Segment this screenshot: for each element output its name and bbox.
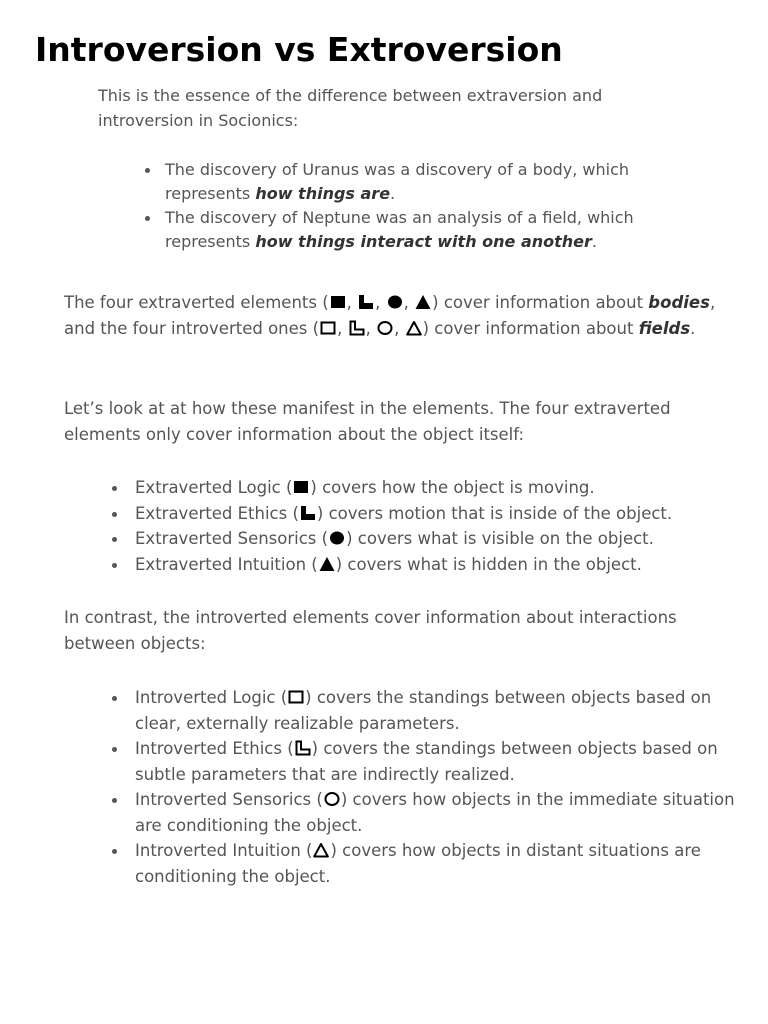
item-description: ) covers how the object is moving.	[310, 478, 595, 497]
page-title: Introversion vs Extroversion	[35, 30, 563, 69]
item-description: ) covers the standings between objects based on clear, externally realizable parameters.	[135, 688, 712, 733]
outline-square-icon	[320, 320, 336, 336]
outline-triangle-icon	[406, 320, 422, 336]
emphasis-text: fields	[638, 319, 691, 338]
bullet-icon	[112, 798, 117, 803]
extraverted-list	[110, 475, 750, 577]
bullet-icon	[112, 512, 117, 517]
filled-triangle-icon	[319, 556, 335, 572]
filled-circle-icon	[387, 294, 403, 310]
item-description: ) covers how objects in the immediate situation are conditioning the object.	[135, 790, 735, 835]
item-description: ) covers what is visible on the object.	[346, 529, 654, 548]
list-item	[110, 787, 750, 838]
punctuation: .	[390, 184, 396, 203]
outline-l-shape-icon	[349, 320, 365, 336]
separator: ,	[337, 319, 348, 338]
intro-list	[144, 158, 704, 254]
item-name: Introverted Intuition (	[135, 841, 313, 860]
separator: ,	[375, 293, 386, 312]
punctuation: .	[591, 232, 598, 251]
separator: ,	[346, 293, 358, 312]
item-name: Extraverted Ethics (	[135, 503, 299, 523]
list-item	[144, 158, 704, 206]
list-item	[110, 685, 750, 736]
elements-paragraph	[64, 290, 724, 342]
list-item	[110, 475, 750, 501]
paragraph-text: The four extraverted elements (	[64, 293, 329, 312]
item-name: Introverted Sensorics (	[135, 790, 323, 809]
paragraph-text: ) cover information about	[432, 293, 649, 312]
item-description: ) covers the standings between objects based on subtle parameters that are indirectly realized.	[135, 739, 718, 784]
item-name: Extraverted Intuition (	[135, 554, 318, 574]
item-description: ) covers motion that is inside of the object.	[316, 503, 673, 523]
paragraph-text: ) cover information about	[422, 319, 639, 338]
introverted-list	[110, 685, 750, 889]
item-name: Extraverted Sensorics (	[135, 529, 329, 548]
filled-l-shape-icon	[300, 505, 316, 521]
separator: ,	[365, 319, 377, 338]
bullet-icon	[112, 849, 117, 854]
uranus-text: The discovery of Uranus was a discovery of a body, which represents	[165, 160, 630, 203]
outline-circle-icon	[377, 320, 393, 336]
emphasis-text: how things interact with one another	[255, 232, 592, 251]
list-item	[110, 838, 750, 889]
bullet-icon	[112, 747, 117, 752]
intro-paragraph: This is the essence of the difference between extraversion and introversion in Socionics:	[98, 86, 603, 130]
outline-circle-icon	[324, 791, 340, 807]
item-name: Extraverted Logic (	[135, 478, 293, 497]
bullet-icon	[112, 537, 117, 542]
list-item	[110, 736, 750, 787]
item-description: ) covers how objects in distant situations are conditioning the object.	[135, 841, 701, 886]
paragraph-text: , and the four introverted ones (	[64, 293, 716, 338]
bullet-icon	[112, 563, 117, 568]
bullet-icon	[112, 696, 117, 701]
list-item	[110, 552, 750, 578]
list-item	[110, 526, 750, 552]
filled-square-icon	[330, 294, 346, 310]
filled-square-icon	[293, 479, 309, 495]
extraverted-intro-paragraph: Let’s look at at how these manifest in the elements. The four extraverted elements only cover information about the object itself:	[64, 399, 671, 444]
punctuation: .	[690, 319, 696, 338]
emphasis-text: how things are	[255, 184, 391, 203]
separator: ,	[403, 293, 415, 312]
item-name: Introverted Logic (	[135, 688, 288, 707]
item-name: Introverted Ethics (	[135, 739, 294, 758]
outline-triangle-icon	[313, 842, 329, 858]
filled-triangle-icon	[415, 294, 431, 310]
bullet-icon	[112, 486, 117, 491]
list-item	[110, 501, 750, 527]
introverted-intro-paragraph: In contrast, the introverted elements cover information about interactions between objects:	[64, 608, 677, 653]
filled-circle-icon	[329, 530, 345, 546]
list-item	[144, 206, 704, 254]
filled-l-shape-icon	[358, 294, 374, 310]
bullet-icon	[145, 216, 150, 221]
emphasis-text: bodies	[648, 293, 710, 312]
outline-l-shape-icon	[295, 740, 311, 756]
neptune-text: The discovery of Neptune was an analysis of a field, which represents	[165, 208, 634, 251]
separator: ,	[394, 319, 405, 338]
outline-square-icon	[288, 689, 304, 705]
item-description: ) covers what is hidden in the object.	[335, 554, 642, 574]
bullet-icon	[145, 168, 150, 173]
